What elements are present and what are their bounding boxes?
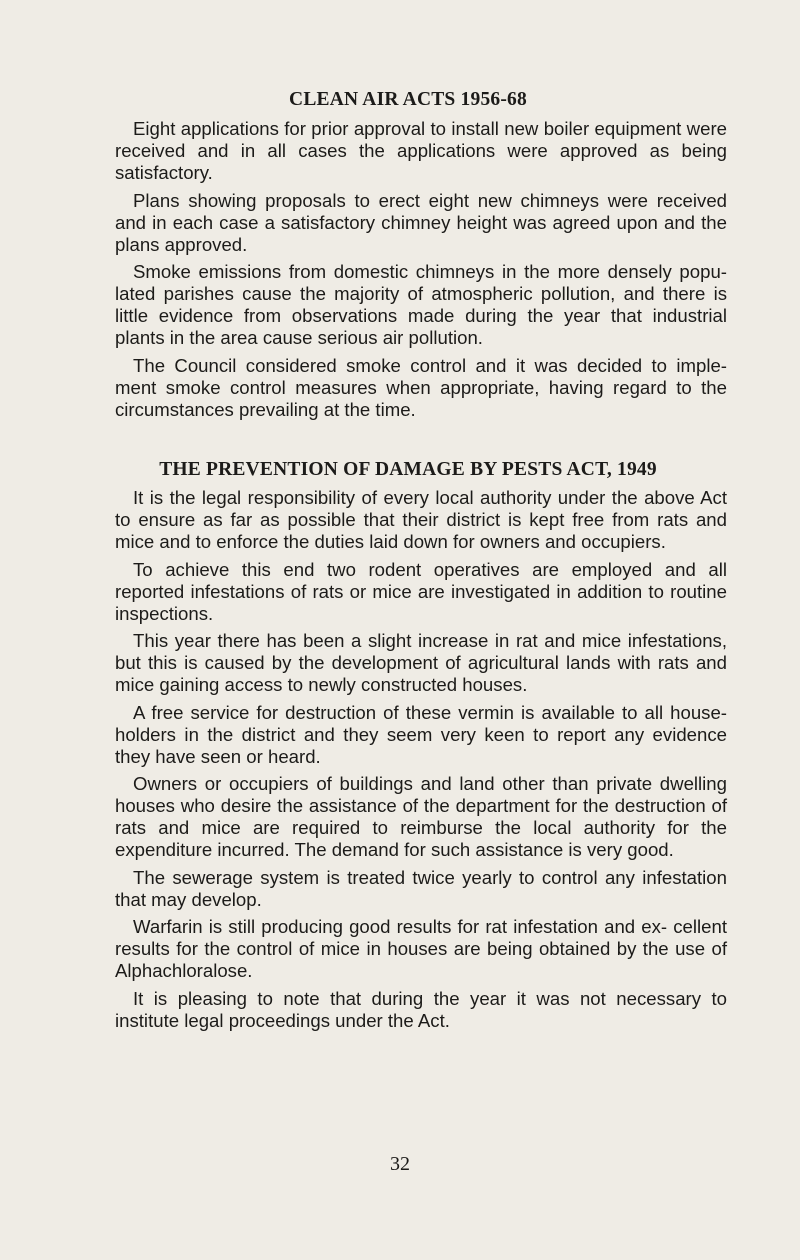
paragraph-warfarin: Warfarin is still producing good results for rat infestation and ex- cellent results for the control of mice in houses are being obtained by the use of Alphachloralose. (115, 916, 727, 981)
paragraph-free-service: A free service for destruction of these vermin is available to all house- holders in the district and they seem very keen to report any evidence they have seen or heard. (115, 701, 727, 767)
pests-act-heading: THE PREVENTION OF DAMAGE BY PESTS ACT, 1949 (159, 459, 657, 480)
paragraph-rodent-operatives: To achieve this end two rodent operatives are employed and all reported infestations of rats or mice are investigated in addition to routine inspections. (115, 558, 727, 624)
pests-act-section (115, 487, 727, 1037)
paragraph-sewerage: The sewerage system is treated twice yearly to control any infestation that may develop. (115, 866, 727, 910)
paragraph-smoke-control: The Council considered smoke control and it was decided to imple- ment smoke control measures when appropriate, having regard to the circumstances prevailing at the time. (115, 354, 727, 420)
paragraph-boiler-applications: Eight applications for prior approval to install new boiler equipment were received and in all cases the applications were approved as being satisfactory. (115, 118, 727, 183)
clean-air-acts-section (115, 118, 727, 426)
clean-air-acts-heading: CLEAN AIR ACTS 1956-68 (289, 89, 527, 110)
paragraph-legal-responsibility: It is the legal responsibility of every local authority under the above Act to ensure as far as possible that their district is kept free from rats and mice and to enforce the duties laid down for owners and occupiers. (115, 487, 727, 552)
paragraph-no-proceedings: It is pleasing to note that during the year it was not necessary to institute legal proceedings under the Act. (115, 987, 727, 1031)
paragraph-chimney-plans: Plans showing proposals to erect eight new chimneys were received and in each case a satisfactory chimney height was agreed upon and the plans approved. (115, 189, 727, 255)
paragraph-reimbursement: Owners or occupiers of buildings and land other than private dwelling houses who desire the assistance of the department for the destruction of rats and mice are required to reimburse the local authority for the expenditure incurred. The demand for such assistance is very good. (115, 773, 727, 860)
paragraph-infestation-increase: This year there has been a slight increase in rat and mice infestations, but this is caused by the development of agricultural lands with rats and mice gaining access to newly constructed houses. (115, 630, 727, 695)
page-number: 32 (390, 1153, 410, 1175)
paragraph-smoke-emissions: Smoke emissions from domestic chimneys in the more densely popu- lated parishes cause the majority of atmospheric pollution, and there is little evidence from observations made during the year that industrial plants in the area cause serious air pollution. (115, 261, 727, 348)
